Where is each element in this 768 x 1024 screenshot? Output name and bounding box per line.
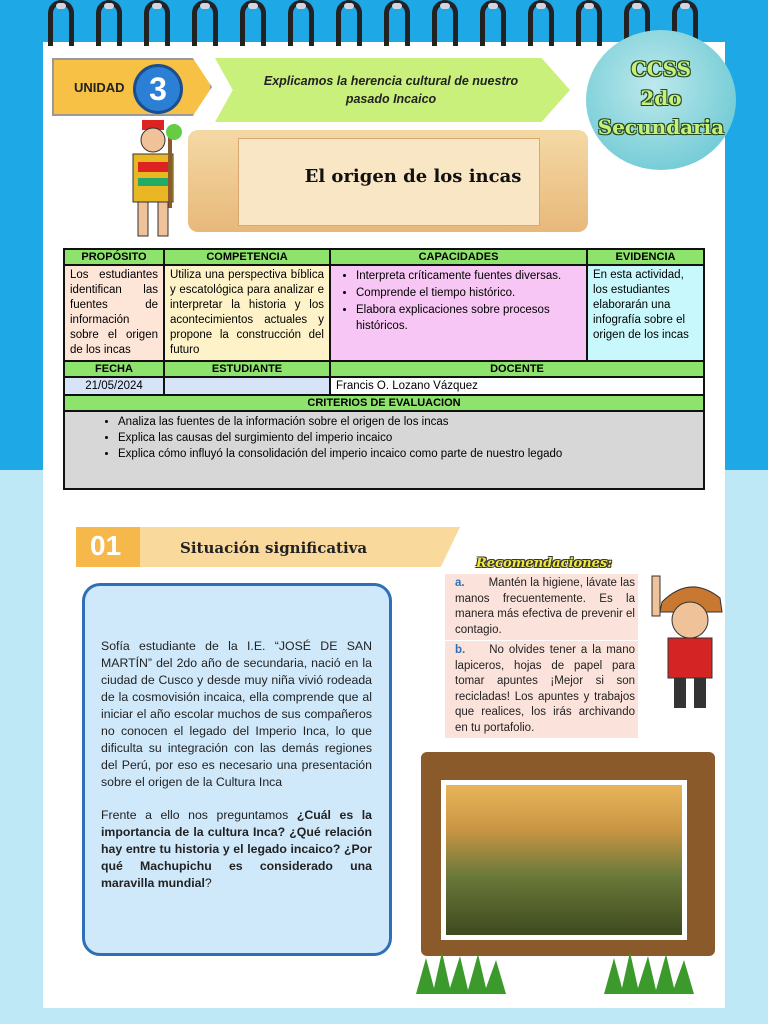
question-bold: ¿Cuál es la importancia de la cultura Inca? ¿Qué relación hay entre tu historia y el legado incaico? ¿Por qué Machupichu es considerado una maravilla mundial: [101, 808, 372, 890]
header-proposito: PROPÓSITO: [64, 249, 164, 265]
inca-figure-icon: [120, 118, 190, 246]
subject-badge-text: [586, 55, 736, 142]
header-capacidades: CAPACIDADES: [330, 249, 587, 265]
recommendation-letter: a.: [455, 577, 465, 589]
capacidad-item: • Interpreta críticamente fuentes diversas.: [356, 268, 581, 284]
question-end: ?: [204, 876, 212, 890]
unit-title: [250, 72, 532, 108]
section-title: Situación significativa: [180, 539, 368, 557]
docente-value: Francis O. Lozano Vázquez: [330, 377, 704, 395]
subject-name: CCSS: [630, 57, 692, 81]
boy-character-icon: [640, 568, 740, 718]
grass-icon: [604, 948, 694, 994]
fecha-value: 21/05/2024: [64, 377, 164, 395]
criterios-cell: [64, 411, 704, 489]
lesson-info-table: [63, 248, 705, 490]
unit-number-badge: 3: [133, 64, 183, 114]
ring-icon: [480, 0, 506, 46]
header-criterios: CRITERIOS DE EVALUACION: [64, 395, 704, 411]
recommendation-a: [445, 574, 638, 640]
evidencia-cell: En esta actividad, los estudiantes elaborarán una infografía sobre el origen de los incas: [587, 265, 704, 361]
story-text: Sofía estudiante de la I.E. “JOSÉ DE SAN MARTÍN” del 2do año de secundaria, nació en la ciudad de Cusco y desde muy niña vivió rodeada de la cosmovisión incaica, ella comprende que al iniciar el año escolar muchos de sus compañeros no conocen el legado del Imperio Inca, lo que dificulta su integración con las demás regiones del Perú, por eso es necesario una presentación sobre el origen de la Cultura Inca: [101, 639, 372, 789]
unit-title-line2: pasado Incaico: [345, 92, 437, 106]
header-estudiante: ESTUDIANTE: [164, 361, 330, 377]
ring-icon: [288, 0, 314, 46]
header-competencia: COMPETENCIA: [164, 249, 330, 265]
section-number: 01: [90, 530, 122, 561]
capacidad-item: • Comprende el tiempo histórico.: [356, 285, 581, 301]
estudiante-field[interactable]: [164, 377, 330, 395]
recommendation-letter: b.: [455, 644, 466, 656]
level-label: Secundaria: [597, 115, 725, 139]
question-intro: Frente a ello nos preguntamos: [101, 808, 297, 822]
header-fecha: FECHA: [64, 361, 164, 377]
recommendations-title: Recomendaciones:: [476, 556, 613, 571]
proposito-cell: Los estudiantes identifican las fuentes de información sobre el origen de los incas: [64, 265, 164, 361]
ring-icon: [528, 0, 554, 46]
story-question: [101, 807, 372, 892]
ring-icon: [48, 0, 74, 46]
recommendation-text: Mantén la higiene, lávate las manos frecuentemente. Es la manera más efectiva de prevenir el contagio.: [455, 577, 635, 636]
unit-title-line1: Explicamos la herencia cultural de nuestro: [263, 74, 519, 88]
criterio-item: • Analiza las fuentes de la información sobre el origen de los incas: [118, 414, 698, 430]
machu-picchu-image: [446, 785, 682, 935]
ring-icon: [576, 0, 602, 46]
ring-icon: [336, 0, 362, 46]
criterio-item: • Explica cómo influyó la consolidación del imperio incaico como parte de nuestro legado: [118, 446, 698, 462]
header-docente: DOCENTE: [330, 361, 704, 377]
ring-icon: [144, 0, 170, 46]
recommendation-text: No olvides tener a la mano lapiceros, hojas de papel para tomar apuntes ¡Mejor si son recicladas! Los apuntes y trabajos que realices, los irás archivando en tu portafolio.: [455, 644, 635, 734]
page-title: El origen de los incas: [304, 166, 522, 187]
grass-icon: [416, 948, 506, 994]
grade-label: 2do: [640, 86, 682, 110]
capacidades-cell: [330, 265, 587, 361]
criterio-item: • Explica las causas del surgimiento del imperio incaico: [118, 430, 698, 446]
ring-icon: [240, 0, 266, 46]
recommendation-b: [445, 641, 638, 738]
unit-label: UNIDAD: [74, 80, 125, 95]
ring-icon: [384, 0, 410, 46]
capacidad-item: • Elabora explicaciones sobre procesos históricos.: [356, 302, 581, 334]
header-evidencia: EVIDENCIA: [587, 249, 704, 265]
ring-icon: [96, 0, 122, 46]
ring-icon: [192, 0, 218, 46]
ring-icon: [432, 0, 458, 46]
competencia-cell: Utiliza una perspectiva bíblica y escatológica para analizar e interpretar la historia y los acontecimientos actuales y propone la construcción del futuro: [164, 265, 330, 361]
